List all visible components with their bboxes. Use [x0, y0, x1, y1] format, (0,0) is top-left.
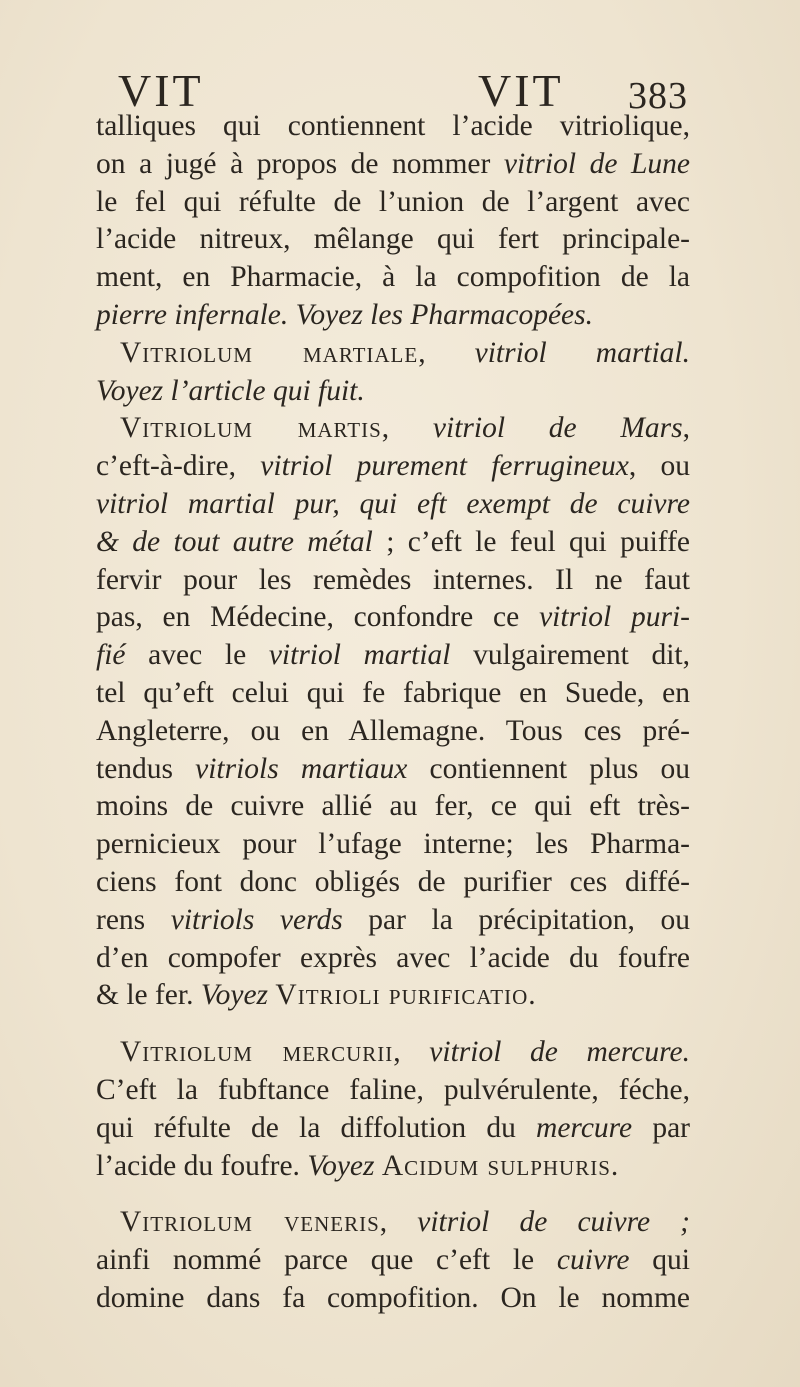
text-line: Voyez l’article qui fuit.	[96, 374, 365, 407]
text-line: c’eft-à-dire, vitriol purement ferrugineux, ou	[96, 450, 691, 483]
entry-term: Vitriolum veneris	[120, 1206, 380, 1239]
text-line: fié avec le vitriol martial vulgairement dit,	[96, 639, 690, 672]
text-line: & de tout autre métal ; c’eft le feul qui puiffe	[96, 525, 691, 558]
text-line: pernicieux pour l’ufage interne; les Pharma-	[96, 828, 690, 861]
text-line: fervir pour les remèdes internes. Il ne faut	[96, 563, 690, 596]
entry-line: Vitriolum martiale, vitriol martial.	[120, 336, 691, 369]
page-number: 383	[628, 75, 688, 117]
text-line: tendus vitriols martiaux contiennent plus ou	[96, 752, 691, 785]
entry-term: Vitriolum martis	[120, 412, 382, 445]
text-line: l’acide nitreux, mêlange qui fert principale-	[96, 223, 690, 256]
text-line: tel qu’eft celui qui fe fabrique en Suede, en	[96, 676, 690, 709]
text-line: domine dans fa compofition. On le nomme	[96, 1281, 690, 1314]
text-line: vitriol martial pur, qui eft exempt de cuivre	[96, 487, 690, 520]
text-line: moins de cuivre allié au fer, ce qui eft très-	[96, 790, 690, 823]
entry-line: Vitriolum veneris, vitriol de cuivre ;	[120, 1206, 691, 1239]
text-line: talliques qui contiennent l’acide vitriolique,	[96, 110, 690, 142]
entry-line: Vitriolum martis, vitriol de Mars,	[120, 412, 690, 445]
entry-term: Vitriolum martiale	[120, 336, 419, 369]
text-line: pierre infernale. Voyez les Pharmacopées.	[96, 298, 594, 331]
text-line: ment, en Pharmacie, à la compofition de la	[96, 261, 690, 294]
text-line: d’en compofer exprès avec l’acide du foufre	[96, 941, 690, 974]
entry-term: Vitriolum mercurii	[120, 1036, 394, 1069]
text-line: rens vitriols verds par la précipitation, ou	[96, 903, 690, 936]
paragraph-gap	[96, 1185, 690, 1204]
running-head-right: VIT	[478, 65, 564, 116]
entry-line: Vitriolum mercurii, vitriol de mercure.	[120, 1036, 690, 1069]
running-head-left: VIT	[118, 65, 204, 116]
text-line: pas, en Médecine, confondre ce vitriol puri-	[96, 601, 691, 634]
text-line: le fel qui réfulte de l’union de l’argent avec	[96, 185, 690, 218]
paragraph-gap	[96, 1015, 690, 1034]
text-line: on a jugé à propos de nommer vitriol de Lune	[96, 147, 691, 180]
text-line: l’acide du foufre. Voyez Acidum sulphuris.	[96, 1149, 620, 1182]
body-text	[96, 108, 690, 1318]
cross-reference: Acidum sulphuris.	[381, 1149, 620, 1182]
text-line: C’eft la fubftance faline, pulvérulente, féche,	[96, 1073, 690, 1106]
text-line: ciens font donc obligés de purifier ces diffé-	[96, 865, 690, 898]
text-line: qui réfulte de la diffolution du mercure par	[96, 1111, 690, 1144]
cross-reference: Vitrioli purificatio.	[275, 979, 537, 1012]
text-line: Angleterre, ou en Allemagne. Tous ces pré-	[96, 714, 690, 747]
text-line: ainfi nommé parce que c’eft le cuivre qui	[96, 1244, 690, 1277]
text-line: & le fer. Voyez Vitrioli purificatio.	[96, 979, 537, 1012]
